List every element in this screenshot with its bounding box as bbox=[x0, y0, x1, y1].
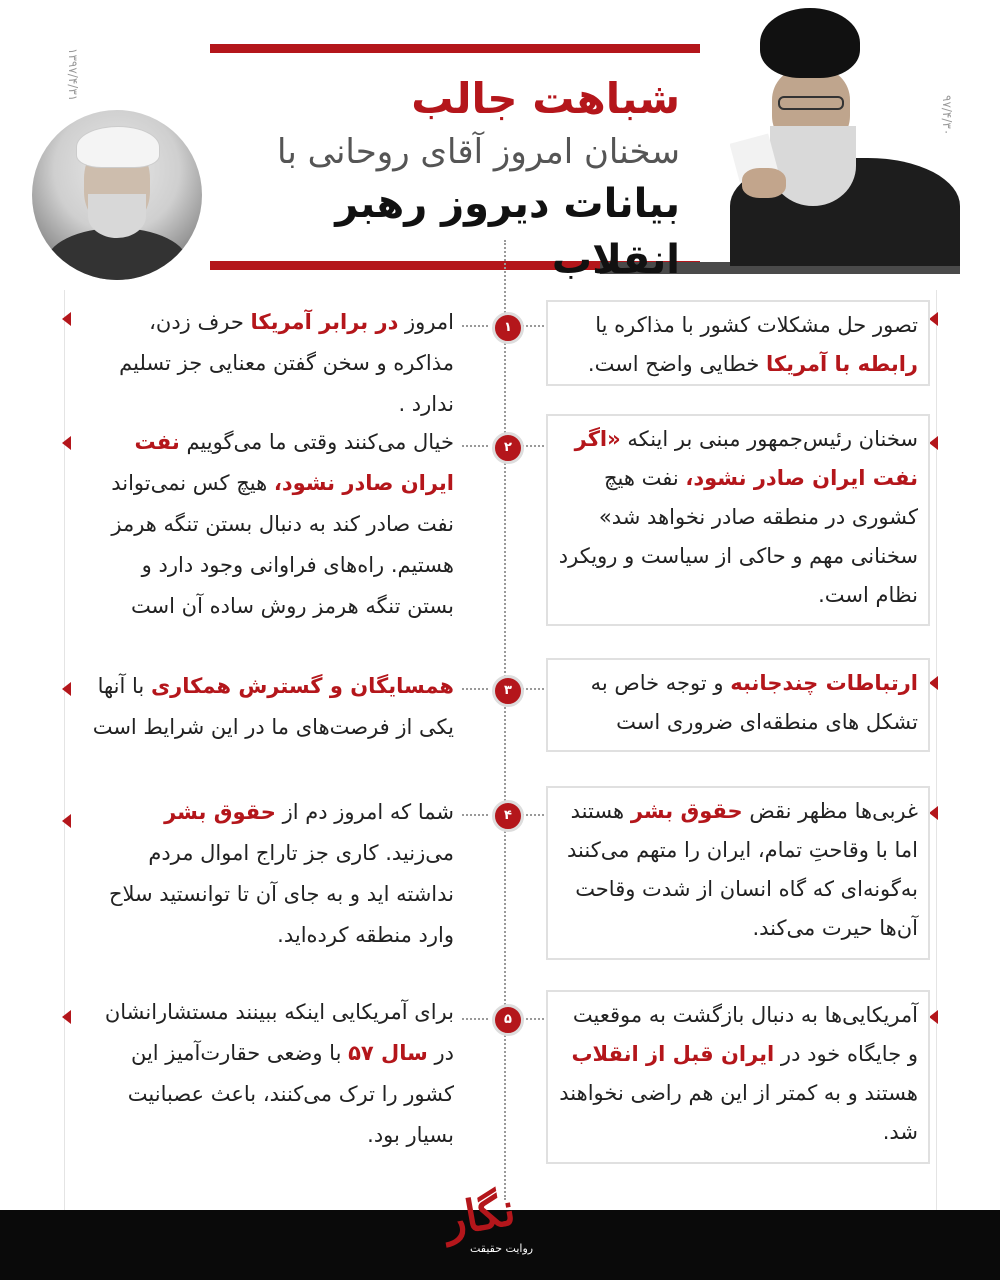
bullet-arrow bbox=[929, 436, 938, 450]
rouhani-quote-1 bbox=[90, 302, 454, 425]
quote-text: تصور حل مشکلات کشور با مذاکره یا bbox=[595, 313, 918, 337]
leader-portrait bbox=[730, 8, 960, 266]
quote-text: سخنان رئیس‌جمهور مبنی بر اینکه bbox=[620, 427, 918, 451]
quote-text: هستند اما با وقاحتِ تمام، ایران را متهم می‌کنند به‌گونه‌ای که گاه انسان از شدت وقاحت آن‌ها حیرت می‌کند. bbox=[567, 799, 918, 940]
connector bbox=[462, 445, 488, 447]
bullet-arrow bbox=[929, 312, 938, 326]
quote-highlight: سال ۵۷ bbox=[348, 1041, 428, 1065]
page-subtitle: سخنان امروز آقای روحانی با bbox=[276, 132, 680, 172]
row-number: ۴ bbox=[492, 800, 524, 832]
quote-text: هیچ کس نمی‌تواند نفت صادر کند به دنبال بستن تنگه هرمز هستیم. راه‌های فراوانی وجود دارد و بستن تنگه هرمز روش ساده آن است bbox=[111, 471, 454, 618]
quote-text: غربی‌ها مظهر نقض bbox=[742, 799, 918, 823]
quote-text: برای آمریکایی اینکه ببینند مستشارانشان در bbox=[104, 1000, 454, 1065]
negar-logo bbox=[440, 1184, 554, 1270]
logo-subtext: روایت حقیقت bbox=[470, 1242, 534, 1255]
rouhani-quote-4 bbox=[90, 792, 454, 956]
connector bbox=[522, 325, 544, 327]
quote-highlight: حقوق بشر bbox=[630, 799, 743, 823]
bullet-arrow bbox=[62, 312, 71, 326]
date-right: ۹۷/۴/۳۰ bbox=[940, 95, 954, 136]
bullet-arrow bbox=[62, 814, 71, 828]
page-title: شباهت جالب bbox=[411, 74, 680, 123]
quote-highlight: ایران قبل از انقلاب bbox=[571, 1042, 775, 1066]
timeline-spine bbox=[504, 240, 506, 1200]
rouhani-portrait bbox=[32, 110, 202, 280]
quote-text: شما که امروز دم از bbox=[275, 800, 454, 824]
bullet-arrow bbox=[62, 436, 71, 450]
connector bbox=[462, 688, 488, 690]
quote-highlight: نفت ایران صادر نشود، bbox=[134, 430, 454, 495]
leader-quote-3 bbox=[546, 658, 930, 752]
connector bbox=[522, 688, 544, 690]
quote-text: می‌زنید. کاری جز تاراج اموال مردم نداشته اید و به جای آن تا توانستید سلاح وارد منطقه کرده‌اید. bbox=[108, 841, 454, 947]
quote-text: نفت هیچ کشوری در منطقه صادر نخواهد شد» سخنانی مهم و حاکی از سیاست و رویکرد نظام است. bbox=[558, 466, 918, 607]
quote-text: هستند و به کمتر از این هم راضی نخواهند شد. bbox=[559, 1081, 918, 1144]
row-number: ۳ bbox=[492, 675, 524, 707]
rouhani-quote-2 bbox=[90, 422, 454, 627]
rouhani-quote-5 bbox=[90, 992, 454, 1156]
row-number: ۱ bbox=[492, 312, 524, 344]
leader-quote-2 bbox=[546, 414, 930, 626]
row-number: ۵ bbox=[492, 1004, 524, 1036]
leader-quote-1 bbox=[546, 300, 930, 386]
quote-highlight: ارتباطات چندجانبه bbox=[730, 671, 918, 695]
quote-text: با آنها یکی از فرصت‌های ما در این شرایط است bbox=[92, 674, 454, 739]
quote-text: خطایی واضح است. bbox=[587, 352, 766, 376]
title-block bbox=[220, 70, 680, 288]
page-guide-right bbox=[936, 290, 937, 1210]
logo-text: نگار bbox=[440, 1184, 520, 1247]
quote-text: امروز bbox=[398, 310, 454, 334]
bullet-arrow bbox=[62, 1010, 71, 1024]
rouhani-quote-3 bbox=[90, 666, 454, 748]
row-number: ۲ bbox=[492, 432, 524, 464]
connector bbox=[522, 814, 544, 816]
quote-highlight: رابطه با آمریکا bbox=[765, 352, 918, 376]
page-subtitle-strong: بیانات دیروز رهبر انقلاب bbox=[335, 181, 680, 283]
quote-highlight: حقوق بشر bbox=[164, 800, 276, 824]
bullet-arrow bbox=[929, 1010, 938, 1024]
connector bbox=[522, 1018, 544, 1020]
connector bbox=[462, 325, 488, 327]
connector bbox=[462, 1018, 488, 1020]
connector bbox=[462, 814, 488, 816]
quote-text: حرف زدن، مذاکره و سخن گفتن معنایی جز تسلیم ندارد . bbox=[119, 310, 454, 416]
quote-text: و توجه خاص به تشکل های منطقه‌ای ضروری است bbox=[590, 671, 918, 734]
quote-highlight: همسایگان و گسترش همکاری bbox=[150, 674, 454, 698]
leader-quote-4 bbox=[546, 786, 930, 960]
page-guide-left bbox=[64, 290, 65, 1210]
quote-highlight: در برابر آمریکا bbox=[250, 310, 399, 334]
connector bbox=[522, 445, 544, 447]
bullet-arrow bbox=[929, 676, 938, 690]
bullet-arrow bbox=[62, 682, 71, 696]
quote-text: با وضعی حقارت‌آمیز این کشور را ترک می‌کنند، باعث عصبانیت بسیار بود. bbox=[127, 1041, 454, 1147]
quote-text: خیال می‌کنند وقتی ما می‌گوییم bbox=[179, 430, 454, 454]
quote-text: آمریکایی‌ها به دنبال بازگشت به موقعیت و جایگاه خود در bbox=[572, 1003, 918, 1066]
bullet-arrow bbox=[929, 806, 938, 820]
date-left: ۱۳۹۷/۴/۳۱ bbox=[66, 48, 80, 102]
leader-quote-5 bbox=[546, 990, 930, 1164]
quote-highlight: «اگر نفت ایران صادر نشود، bbox=[574, 427, 918, 490]
